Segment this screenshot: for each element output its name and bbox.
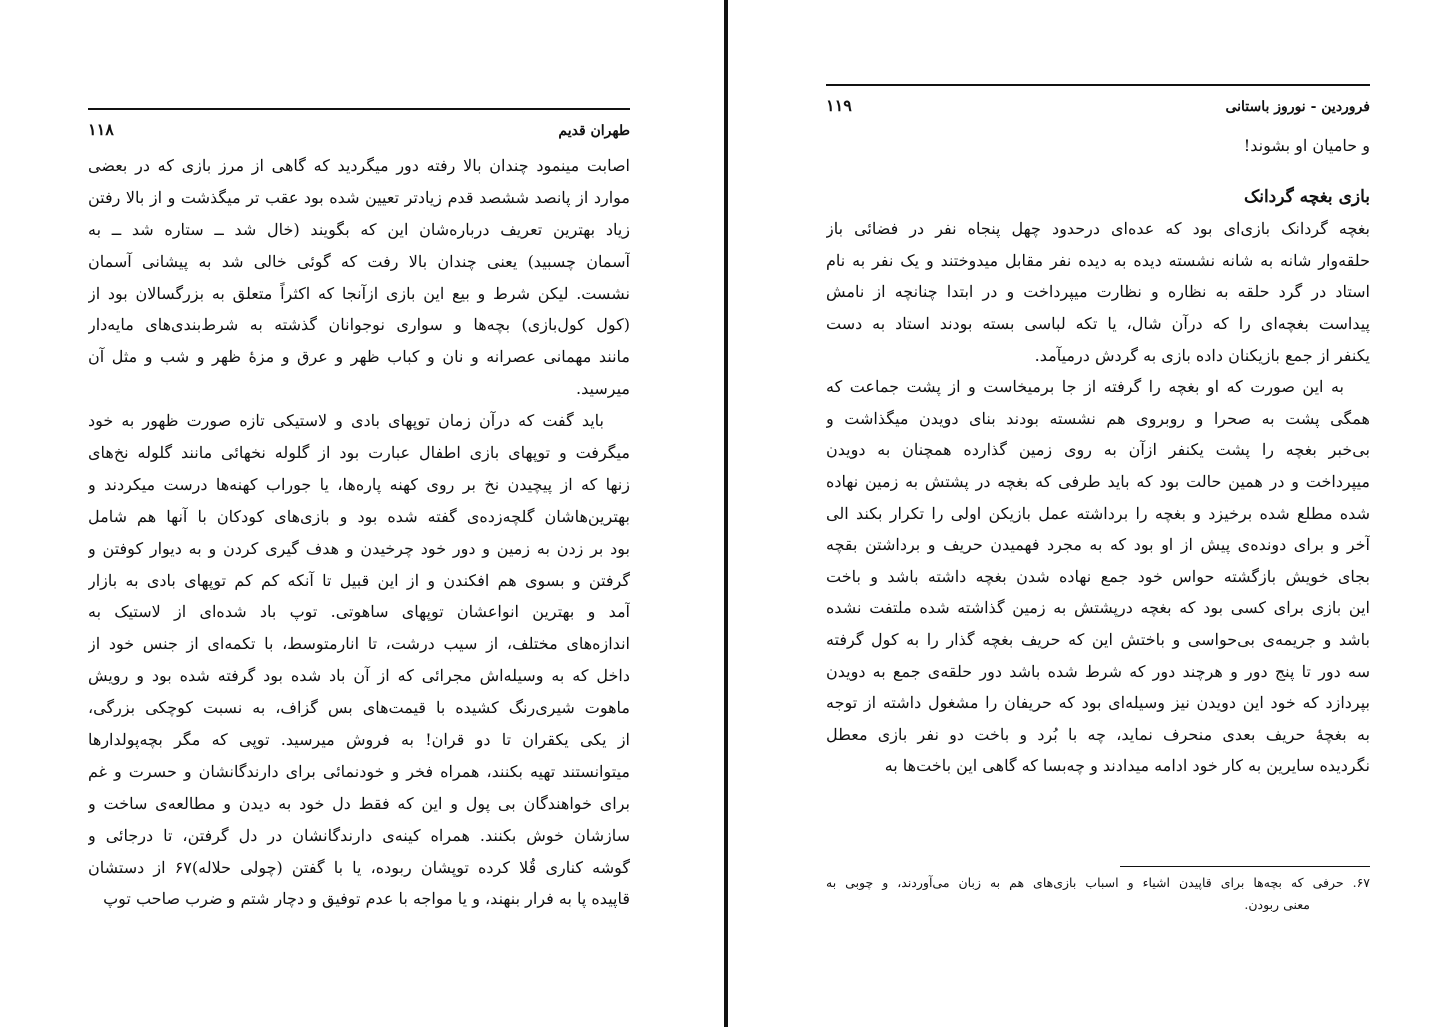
text-line: اصابت مینمود چندان بالا رفته دور میگردید که گاهی از مرز بازی که در بعضی — [88, 156, 630, 175]
text-line: از یکی یکقران تا دو قران! به فروش میرسید. توپی که مگر بچه‌پولدارها — [88, 730, 630, 750]
text-line: آسمان چسبید) یعنی چندان بالا رفت که گوئی خالی شد به پیشانی آسمان — [88, 251, 630, 271]
text-line: مانند مهمانی عصرانه و نان و کباب ظهر و عرق و مزهٔ ظهر و شب و مثل آن — [88, 347, 630, 367]
text-line: همگی پشت به صحرا و روبروی هم نشسته بودند بنای دویدن میگذاشت و — [826, 408, 1370, 428]
book-spine-divider — [724, 0, 728, 1027]
text-line: بی‌خبر بغچه را پشت یکنفر ازآن به روی زمین گذارده همچنان به دویدن — [826, 440, 1370, 460]
text-line: به این صورت که او بغچه را گرفته از جا برمیخاست و از پشت جماعت که — [826, 377, 1344, 397]
text-line: گوشه کناری قُلا کرده توپشان ربوده، یا با گفتن (چولی حلاله)۶۷ از دستشان — [88, 857, 630, 877]
text-line: گرفتن و بسوی هم افکندن و از این قبیل تا آنکه کم کم توپهای بادی به بازار — [88, 570, 630, 590]
text-line: سه دور تا پنج دور و هرچند دور که شرط شده باشد دور حلقه‌ی جمع به دویدن — [826, 661, 1370, 681]
text-line: بغچه گردانک بازی‌ای بود که عده‌ای درحدود چهل پنجاه نفر در فضائی باز — [826, 219, 1370, 239]
text-line: نگردیده سایرین به کار خود ادامه میدادند و چه‌بسا که گاهی این باخت‌ها به — [884, 756, 1370, 776]
footnote — [826, 872, 1370, 916]
text-line: باید گفت که درآن زمان توپهای بادی و لاستیکی تازه صورت ظهور به خود — [88, 411, 604, 431]
body-text — [826, 130, 1370, 782]
opening-line: و حامیان او بشوند! — [1243, 136, 1370, 155]
section-heading: بازی بغچه گردانک — [1244, 186, 1370, 207]
text-line: اندازه‌های مختلف، از سیب درشت، تا انارمتوسط، با تکمه‌ای از جنس خود از — [88, 634, 630, 654]
text-line: میگرفت و توپهای بازی اطفال عبارت بود از گلوله نخهائی مانند گلوله نخ‌های — [88, 443, 630, 463]
page-header — [88, 114, 630, 138]
text-line: میتوانستند تهیه بکنند، همراه فخر و خودنمائی برای دارندگانشان و حسرت و غم — [88, 761, 630, 781]
header-rule — [826, 84, 1370, 86]
text-line: زنها که از پیچیدن نخ بر روی کهنه پاره‌ها، یا جوراب کهنه‌ها درست میکردند و — [88, 474, 630, 494]
text-line: پیداست بغچه‌ای را که درآن شال، یا تکه لباسی بسته بودند استاد به دست — [826, 313, 1370, 333]
text-line: بهترین‌هاشان گلچه‌زده‌ی گفته شده بود و بازی‌های کودکان با آنها هم شامل — [88, 506, 630, 526]
text-line: قاپیده پا به فرار بنهند، و یا مواجه با عدم توفیق و دچار شتم و ضرب صاحب توپ — [103, 889, 630, 909]
page-number: ۱۱۹ — [826, 96, 852, 115]
text-line: برای خواهندگان بی پول و این که فقط دل خود به دیدن و مطالعه‌ی ساخت و — [88, 793, 630, 813]
text-line: زیاد بهترین تعریف درباره‌شان این که بگویند (خال شد ــ ستاره شد ــ به — [88, 219, 630, 239]
running-title: طهران قدیم — [558, 123, 630, 139]
text-line: میرسید. — [576, 379, 630, 399]
text-line: شده مطلع شده برخیزد و بغچه را برداشته عمل بازیکن اولی را تکرار بکند الی — [826, 503, 1370, 523]
footnote-line: معنی ربودن. — [1244, 897, 1310, 912]
text-line: موارد از پانصد ششصد قدم زیادتر تعیین شده بود عقب تر میگذشت و از بالا رفتن — [88, 187, 630, 207]
text-line: حلقه‌وار شانه به شانه نشسته دیده به دیده نفر مقابل میدوختند و یک نفر به نام — [826, 250, 1370, 270]
page-number: ۱۱۸ — [88, 120, 114, 139]
right-page — [826, 0, 1370, 1027]
text-line: باشد و جریمه‌ی بی‌حواسی و باختش این که حریف بغچه گذار را به کول گرفته — [826, 629, 1370, 649]
left-page — [88, 0, 630, 1027]
text-line: بجای خویش بازگشته حواس خود جمع نهاده شدن بغچه داشته باشد و باخت — [826, 566, 1370, 586]
header-rule — [88, 108, 630, 110]
page-header — [826, 90, 1370, 114]
footnote-rule — [1120, 866, 1370, 867]
text-line: میپرداخت و در همین حالت بود که باید طرفی که بغچه در پشتش به زمین نهاده — [826, 471, 1370, 491]
text-line: ماهوت شیری‌رنگ کشیده با قیمت‌های بس گزاف، به نسبت کوچکی بزرگی، — [88, 698, 630, 718]
text-line: داخل که به وسیله‌اش مجرائی که از آن باد شده بود گرفته شده بود و رویش — [88, 666, 630, 686]
text-line: سازشان خوش بکنند. همراه کینه‌ی دارندگانشان در دل گرفتن، تا درجائی و — [88, 825, 630, 845]
text-line: نشست. لیکن شرط و بیع این بازی ازآنجا که اکثراً متعلق به بزرگسالان بود از — [88, 283, 630, 303]
text-line: (کول کول‌بازی) بچه‌ها و سواری نوجوانان گذشته به شرط‌بندی‌های مایه‌دار — [88, 315, 630, 335]
text-line: بود بر زدن به زمین و دور خود چرخیدن و هدف گیری کردن و به دیوار کوفتن و — [88, 538, 630, 558]
text-line: استاد در گرد حلقه به نظاره و نظارت میپرداخت و در ابتدا چنانچه از نامش — [826, 282, 1370, 302]
body-text — [88, 150, 630, 915]
text-line: یکنفر از جمع بازیکنان داده بازی به گردش درمیآمد. — [1034, 345, 1370, 365]
text-line: به بغچهٔ حریف بعدی منحرف نماید، چه با بُرد و باخت دو نفر بازی معطل — [826, 724, 1370, 744]
text-line: آمد و بهترین انواعشان توپهای ساهوتی. توپ باد شده‌ای از لاستیک به — [88, 602, 630, 622]
text-line: بپردازد که خود این دویدن نیز وسیله‌ای بود که حریفان را مشغول داشته از توجه — [826, 693, 1370, 713]
footnote-line: ۶۷. حرفی که بچه‌ها برای قاپیدن اشیاء و اسباب بازی‌های هم به زبان می‌آوردند، و چوبی به — [826, 875, 1370, 890]
running-title: فروردین - نوروز باستانی — [1225, 99, 1370, 115]
text-line: آخر و برای دونده‌ی پیش از او بود که به مجرد فهمیدن حریف و برداشتن بقچه — [826, 535, 1370, 555]
text-line: این بازی برای کسی بود که بغچه درپشتش به زمین گذاشته شده ملتفت نشده — [826, 598, 1370, 618]
